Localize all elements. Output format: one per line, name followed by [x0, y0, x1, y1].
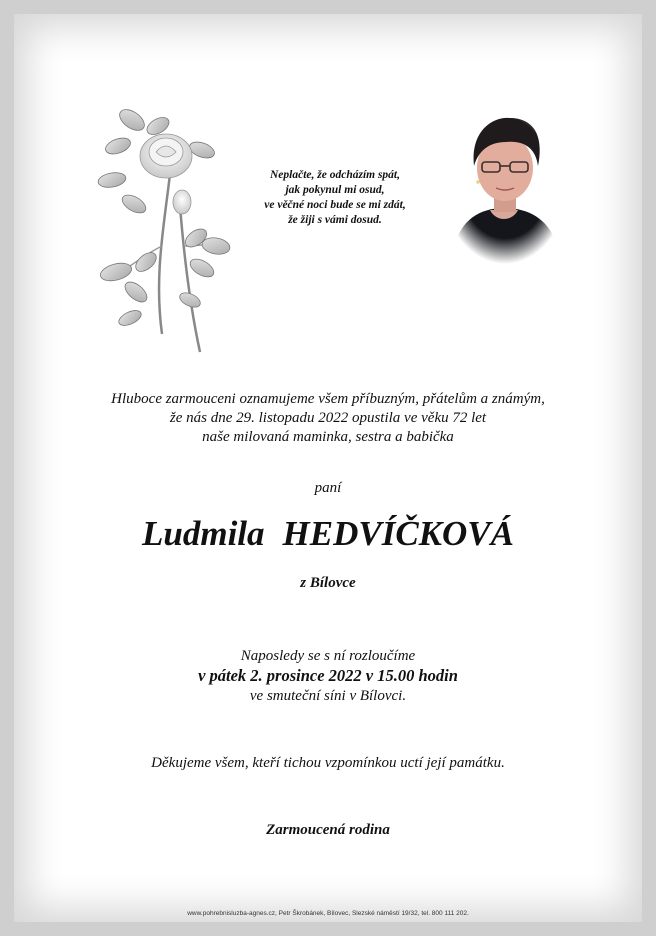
ceremony-intro: Naposledy se s ní rozloučíme	[240, 648, 416, 664]
poem-line: jak pokynul mi osud,	[285, 184, 385, 196]
portrait-photo	[446, 108, 564, 264]
signature: Zarmoucená rodina	[266, 822, 390, 838]
honorific: paní	[314, 480, 342, 496]
poem-line: ve věčné noci bude se mi zdát,	[264, 199, 406, 211]
rose-icon	[92, 96, 242, 358]
footer-contact: www.pohrebnisluzba-agnes.cz, Petr Škrobánek, Bílovec, Slezské náměstí 19/32, tel. 800 111 202.	[187, 910, 469, 917]
announcement-line: že nás dne 29. listopadu 2022 opustila ve věku 72 let	[169, 410, 487, 426]
announcement-line: naše milovaná maminka, sestra a babička	[202, 429, 454, 445]
poem	[240, 168, 430, 228]
thanks-text: Děkujeme všem, kteří tichou vzpomínkou uctí její památku.	[151, 755, 505, 771]
deceased-origin: z Bílovce	[300, 575, 356, 591]
poem-line: Neplačte, že odcházím spát,	[270, 169, 400, 181]
deceased-name	[0, 514, 656, 554]
announcement-line: Hluboce zarmouceni oznamujeme všem příbuzným, přátelům a známým,	[111, 391, 545, 407]
ceremony-info	[0, 646, 656, 706]
last-name: HEDVÍČKOVÁ	[282, 514, 514, 553]
ceremony-datetime: v pátek 2. prosince 2022 v 15.00 hodin	[198, 666, 458, 685]
poem-line: že žiji s vámi dosud.	[288, 214, 382, 226]
first-name: Ludmila	[142, 514, 265, 553]
ceremony-place: ve smuteční síni v Bílovci.	[249, 688, 407, 704]
announcement	[60, 390, 596, 447]
